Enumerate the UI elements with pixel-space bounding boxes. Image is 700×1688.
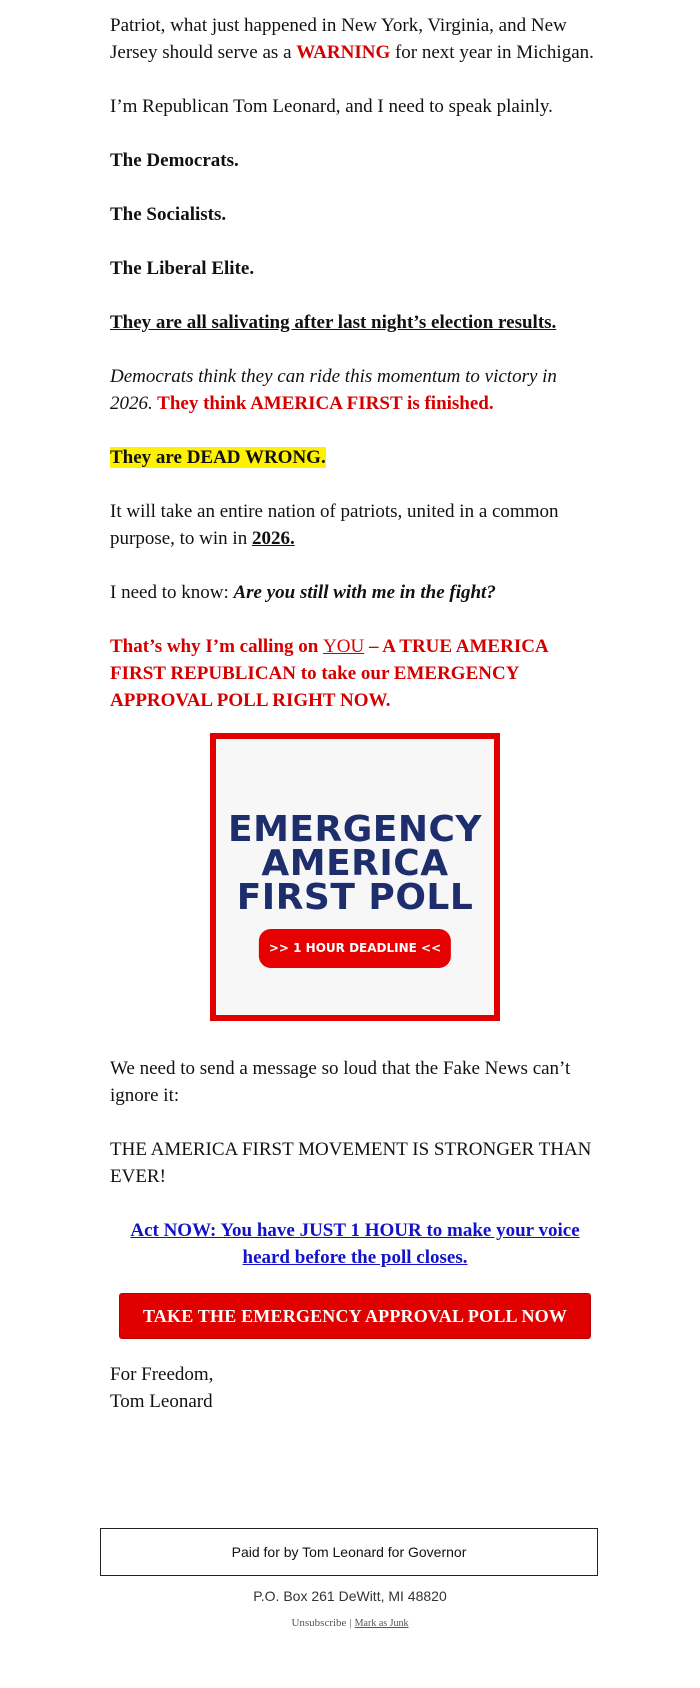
momentum-paragraph <box>110 363 600 417</box>
cta-container <box>110 1293 600 1339</box>
footer-separator: | <box>349 1617 352 1629</box>
introduction-line: I’m Republican Tom Leonard, and I need to speak plainly. <box>110 96 553 117</box>
salivating-line: They are all salivating after last night’s election results. <box>110 312 557 333</box>
question-paragraph <box>110 579 600 606</box>
movement-paragraph: THE AMERICA FIRST MOVEMENT IS STRONGER THAN EVER! <box>110 1139 592 1187</box>
act-now-link[interactable]: Act NOW: You have JUST 1 HOUR to make your voice heard before the poll closes. <box>130 1220 580 1268</box>
dead-wrong-paragraph <box>110 444 600 471</box>
signoff-name: Tom Leonard <box>110 1391 213 1412</box>
question-lead-text: I need to know: <box>110 582 234 603</box>
take-poll-button[interactable]: TAKE THE EMERGENCY APPROVAL POLL NOW <box>119 1293 591 1339</box>
footer-links <box>0 1617 700 1629</box>
nation-text: It will take an entire nation of patriots, united in a common purpose, to win in <box>110 501 559 549</box>
intro-text: Patriot, what just happened in New York, Virginia, and New Jersey should serve as a <box>110 15 567 63</box>
you-text: YOU <box>323 636 365 657</box>
nation-paragraph <box>110 498 600 552</box>
paid-for-disclaimer: Paid for by Tom Leonard for Governor <box>100 1528 598 1576</box>
call-to-action-paragraph <box>110 633 600 714</box>
signoff-line: For Freedom, <box>110 1364 214 1385</box>
deadline-pill: >> 1 HOUR DEADLINE << <box>259 929 451 968</box>
intro-paragraph <box>110 12 600 66</box>
democrats-line: The Democrats. <box>110 150 239 171</box>
question-text: Are you still with me in the fight? <box>233 582 496 603</box>
email-body <box>110 12 600 1415</box>
mark-as-junk-link[interactable]: Mark as Junk <box>354 1618 409 1629</box>
poll-image-heading <box>216 809 494 918</box>
poll-heading-line-1: EMERGENCY <box>228 809 482 850</box>
intro-text-end: for next year in Michigan. <box>390 42 594 63</box>
emergency-poll-image[interactable] <box>210 733 500 1021</box>
call-text-end: – A TRUE AMERICA FIRST REPUBLICAN to take our EMERGENCY APPROVAL POLL RIGHT NOW. <box>110 636 548 711</box>
act-now-link-container <box>110 1217 600 1271</box>
poll-heading-line-3: FIRST POLL <box>236 877 474 918</box>
message-paragraph: We need to send a message so loud that the Fake News can’t ignore it: <box>110 1058 571 1106</box>
signoff <box>110 1361 600 1415</box>
momentum-italic-text: Democrats think they can ride this momentum to victory in 2026. <box>110 366 557 414</box>
poll-heading-line-2: AMERICA <box>261 843 449 884</box>
dead-wrong-highlight: They are DEAD WRONG. <box>110 447 326 468</box>
poll-image-container <box>110 733 600 1029</box>
america-first-finished-text: They think AMERICA FIRST is finished. <box>152 393 494 414</box>
year-text: 2026. <box>251 528 295 549</box>
warning-text: WARNING <box>296 42 391 63</box>
unsubscribe-link[interactable]: Unsubscribe <box>291 1617 347 1629</box>
socialists-line: The Socialists. <box>110 204 227 225</box>
call-text: That’s why I’m calling on <box>110 636 324 657</box>
liberal-elite-line: The Liberal Elite. <box>110 258 255 279</box>
mailing-address: P.O. Box 261 DeWitt, MI 48820 <box>253 1588 447 1604</box>
